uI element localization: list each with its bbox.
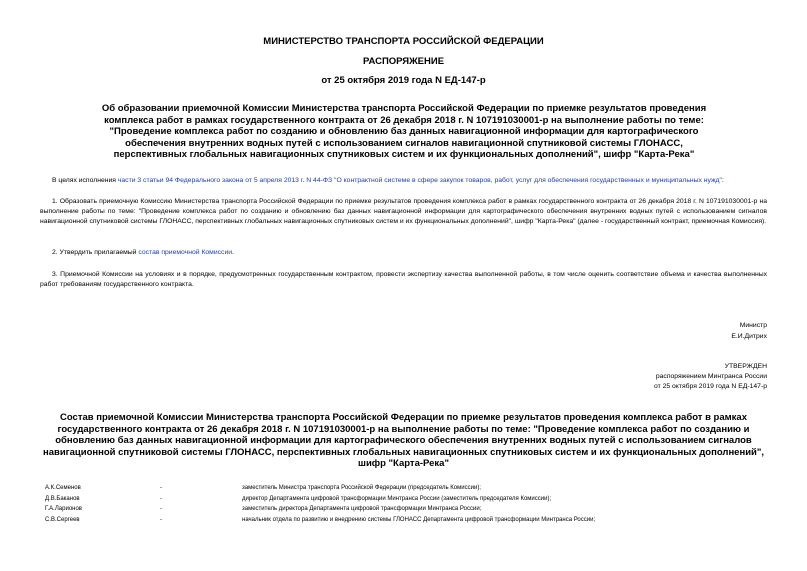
paragraph-2-suffix: . [232, 249, 234, 256]
preamble-suffix: : [721, 177, 724, 184]
document-type: РАСПОРЯЖЕНИЕ [362, 56, 445, 67]
table-row [40, 517, 742, 528]
paragraph-1: 1. Образовать приемочную Комиссию Министерства транспорта Российской Федерации по приемке результатов проведения комплекса работ в рамках государственного контракта от 26 декабря 2018 г. N 107191030001-р на выполнение работы по теме: "Проведение комплекса работ по созданию и обновлению баз данных навигационной информации для картографического обеспечения внутренних водных путей с использованием сигналов навигационной спутниковой системы ГЛОНАСС, перспективных глобальных навигационных спутниковых систем и их функциональных дополнений", шифр "Карта-Река" (далее - государственный контракт, приемочная Комиссия). [40, 198, 767, 225]
member-position: заместитель директора Департамента цифровой трансформации Минтранса России; [242, 506, 482, 512]
table-row [40, 496, 742, 507]
ministry-header: МИНИСТЕРСТВО ТРАНСПОРТА РОССИЙСКОЙ ФЕДЕРАЦИИ [263, 36, 544, 47]
document-date: от 25 октября 2019 года N ЕД-147-р [321, 75, 486, 86]
member-dash: - [160, 485, 162, 491]
member-position: директор Департамента цифровой трансформации Минтранса России (заместитель председателя Комиссии); [242, 495, 552, 502]
composition-title: Состав приемочной Комиссии Министерства транспорта Российской Федерации по приемке результатов проведения комплекса работ в рамках государственного контракта от 26 декабря 2018 г. N 107191030001-р на выполнение работы по теме: "Проведение комплекса работ по созданию и обновлению баз данных навигационной информации для картографического обеспечения внутренних водных путей с использованием сигналов навигационной спутниковой системы ГЛОНАСС, перспективных глобальных навигационных спутниковых систем и их функциональных дополнений", шифр "Карта-Река" [42, 412, 765, 469]
table-row [40, 485, 742, 496]
member-position: начальник отдела по развитию и внедрению системы ГЛОНАСС Департамента цифровой трансформации Минтранса России; [242, 516, 596, 523]
approval-line-1: УТВЕРЖДЕН [724, 363, 767, 370]
paragraph-3: 3. Приемочной Комиссии на условиях и в порядке, предусмотренных государственным контрактом, провести экспертизу качества выполненной работы, в том числе оценить соответствие объема и качества выполненных работ требованиям государственного контракта. [40, 271, 767, 288]
approval-line-3: от 25 октября 2019 года N ЕД-147-р [653, 383, 767, 390]
signature-name: Е.И.Дитрих [731, 333, 767, 340]
law-link[interactable]: части 3 статьи 94 Федерального закона от 5 апреля 2013 г. N 44-ФЗ "О контрактной системе в сфере закупок товаров, работ, услуг для обеспечения государственных и муниципальных нужд" [117, 177, 722, 184]
approval-line-2: распоряжением Минтранса России [655, 373, 767, 380]
member-dash: - [160, 516, 162, 523]
member-name: С.В.Сергеев [45, 516, 80, 523]
preamble-prefix: В целях исполнения [52, 177, 118, 184]
paragraph-2 [40, 248, 779, 258]
member-name: Д.В.Баканов [45, 495, 80, 502]
member-name: Г.А.Ларионов [45, 506, 82, 512]
member-dash: - [160, 495, 162, 502]
preamble [40, 176, 779, 186]
signature-position: Министр [739, 322, 767, 329]
member-position: заместитель Министра транспорта Российской Федерации (председатель Комиссии); [242, 485, 481, 491]
member-name: А.К.Семенов [45, 485, 81, 491]
table-row [40, 506, 742, 517]
document-title: Об образовании приемочной Комиссии Министерства транспорта Российской Федерации по приемке результатов проведения комплекса работ в рамках государственного контракта от 26 декабря 2018 г. N 107191030001-р на выполнение работы по теме: "Проведение комплекса работ по созданию и обновлению баз данных навигационной информации для картографического обеспечения внутренних водных путей с использованием сигналов навигационной спутниковой системы ГЛОНАСС, перспективных глобальных навигационных спутниковых систем и их функциональных дополнений", шифр "Карта-Река" [101, 103, 707, 160]
composition-link[interactable]: состав приемочной Комиссии [138, 249, 233, 256]
members-table [40, 485, 742, 527]
member-dash: - [160, 506, 162, 512]
paragraph-2-prefix: 2. Утвердить прилагаемый [52, 249, 139, 256]
